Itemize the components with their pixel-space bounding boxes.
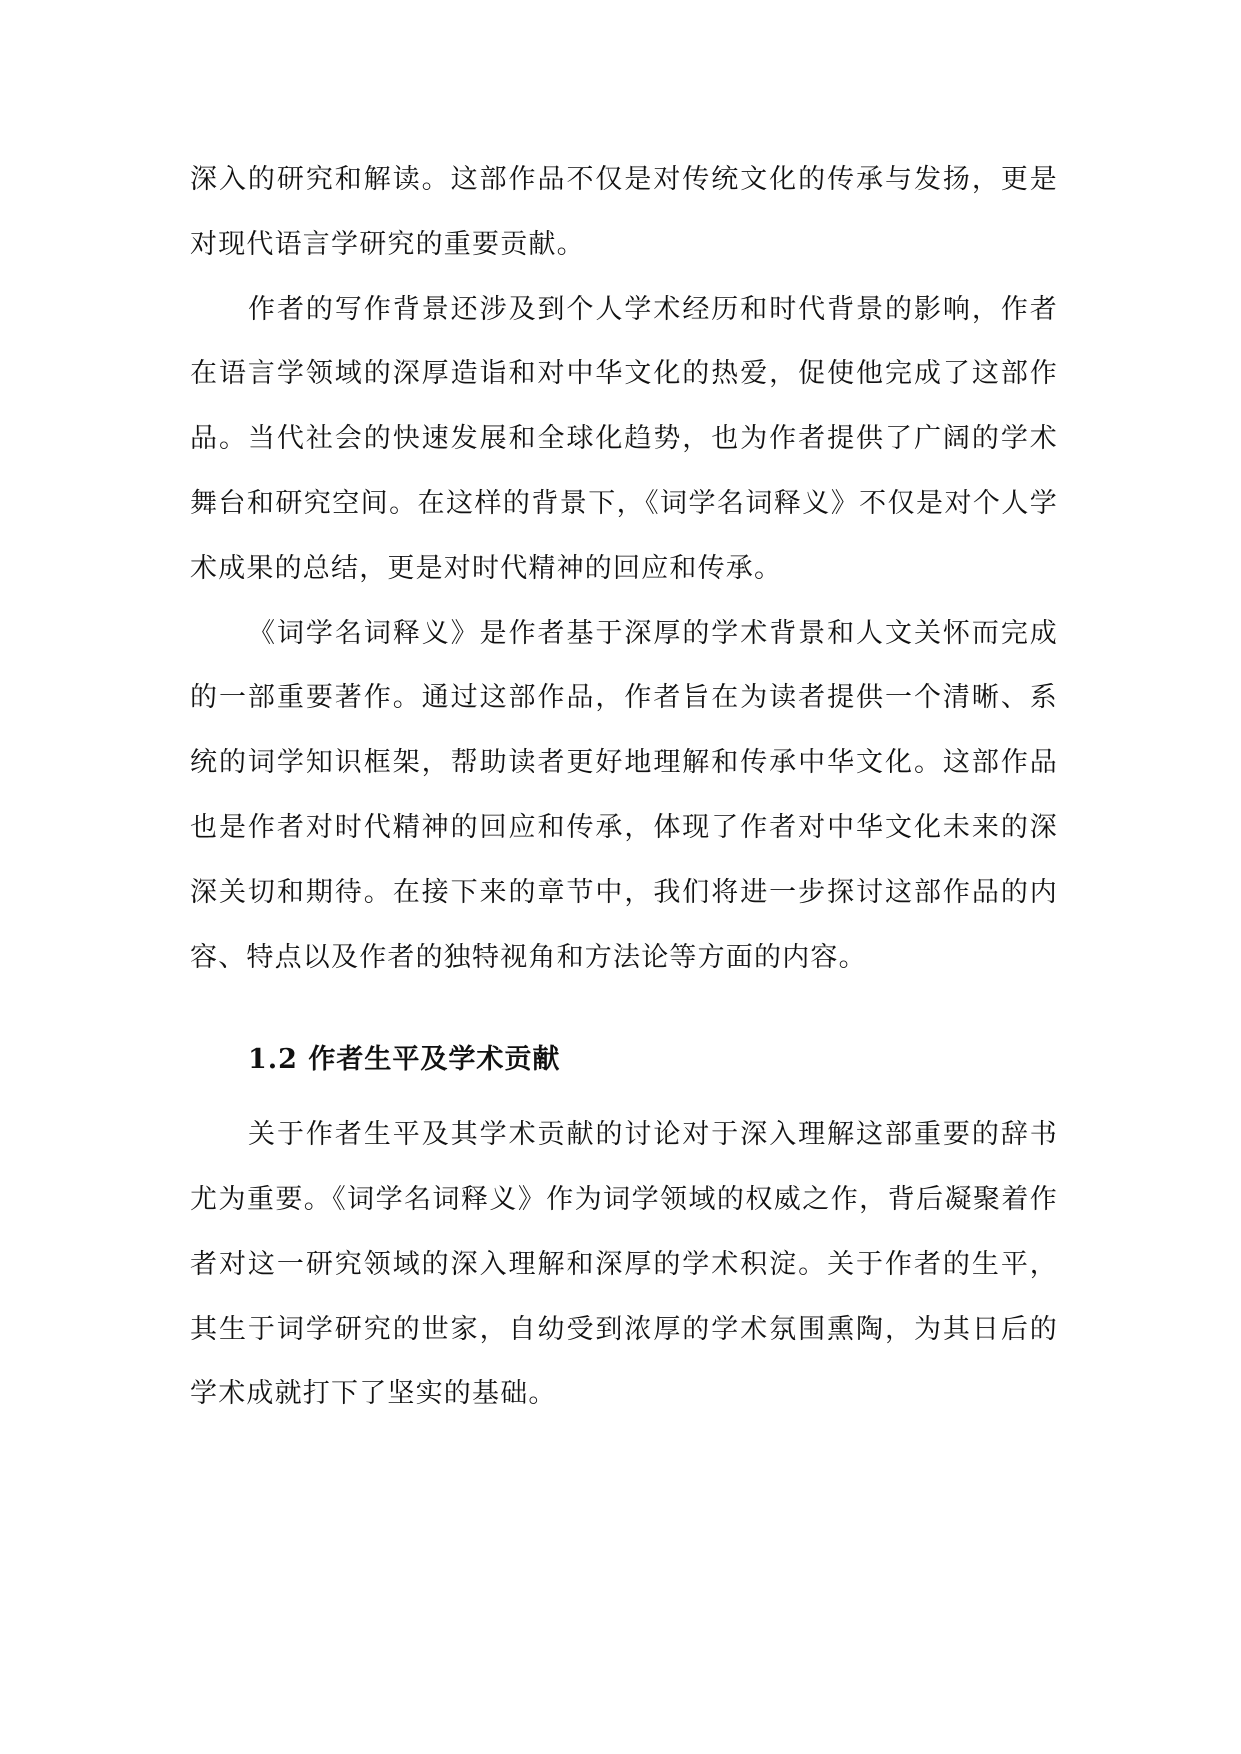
text-column: [190, 148, 1058, 1427]
paragraph-work-summary: 《词学名词释义》是作者基于深厚的学术背景和人文关怀而完成的一部重要著作。通过这部作品，作者旨在为读者提供一个清晰、系统的词学知识框架，帮助读者更好地理解和传承中华文化。这部作品也是作者对时代精神的回应和传承，体现了作者对中华文化未来的深深关切和期待。在接下来的章节中，我们将进一步探讨这部作品的内容、特点以及作者的独特视角和方法论等方面的内容。: [190, 617, 1058, 973]
paragraph-continued: 深入的研究和解读。这部作品不仅是对传统文化的传承与发扬，更是对现代语言学研究的重要贡献。: [190, 164, 1058, 260]
section-heading: 1.2 作者生平及学术贡献: [248, 1044, 561, 1076]
paragraph-author-life: 关于作者生平及其学术贡献的讨论对于深入理解这部重要的辞书尤为重要。《词学名词释义》作为词学领域的权威之作，背后凝聚着作者对这一研究领域的深入理解和深厚的学术积淀。关于作者的生平，其生于词学研究的世家，自幼受到浓厚的学术氛围熏陶，为其日后的学术成就打下了坚实的基础。: [190, 1119, 1058, 1410]
paragraph-writing-background: 作者的写作背景还涉及到个人学术经历和时代背景的影响，作者在语言学领域的深厚造诣和对中华文化的热爱，促使他完成了这部作品。当代社会的快速发展和全球化趋势，也为作者提供了广阔的学术舞台和研究空间。在这样的背景下，《词学名词释义》不仅是对个人学术成果的总结，更是对时代精神的回应和传承。: [190, 293, 1058, 584]
